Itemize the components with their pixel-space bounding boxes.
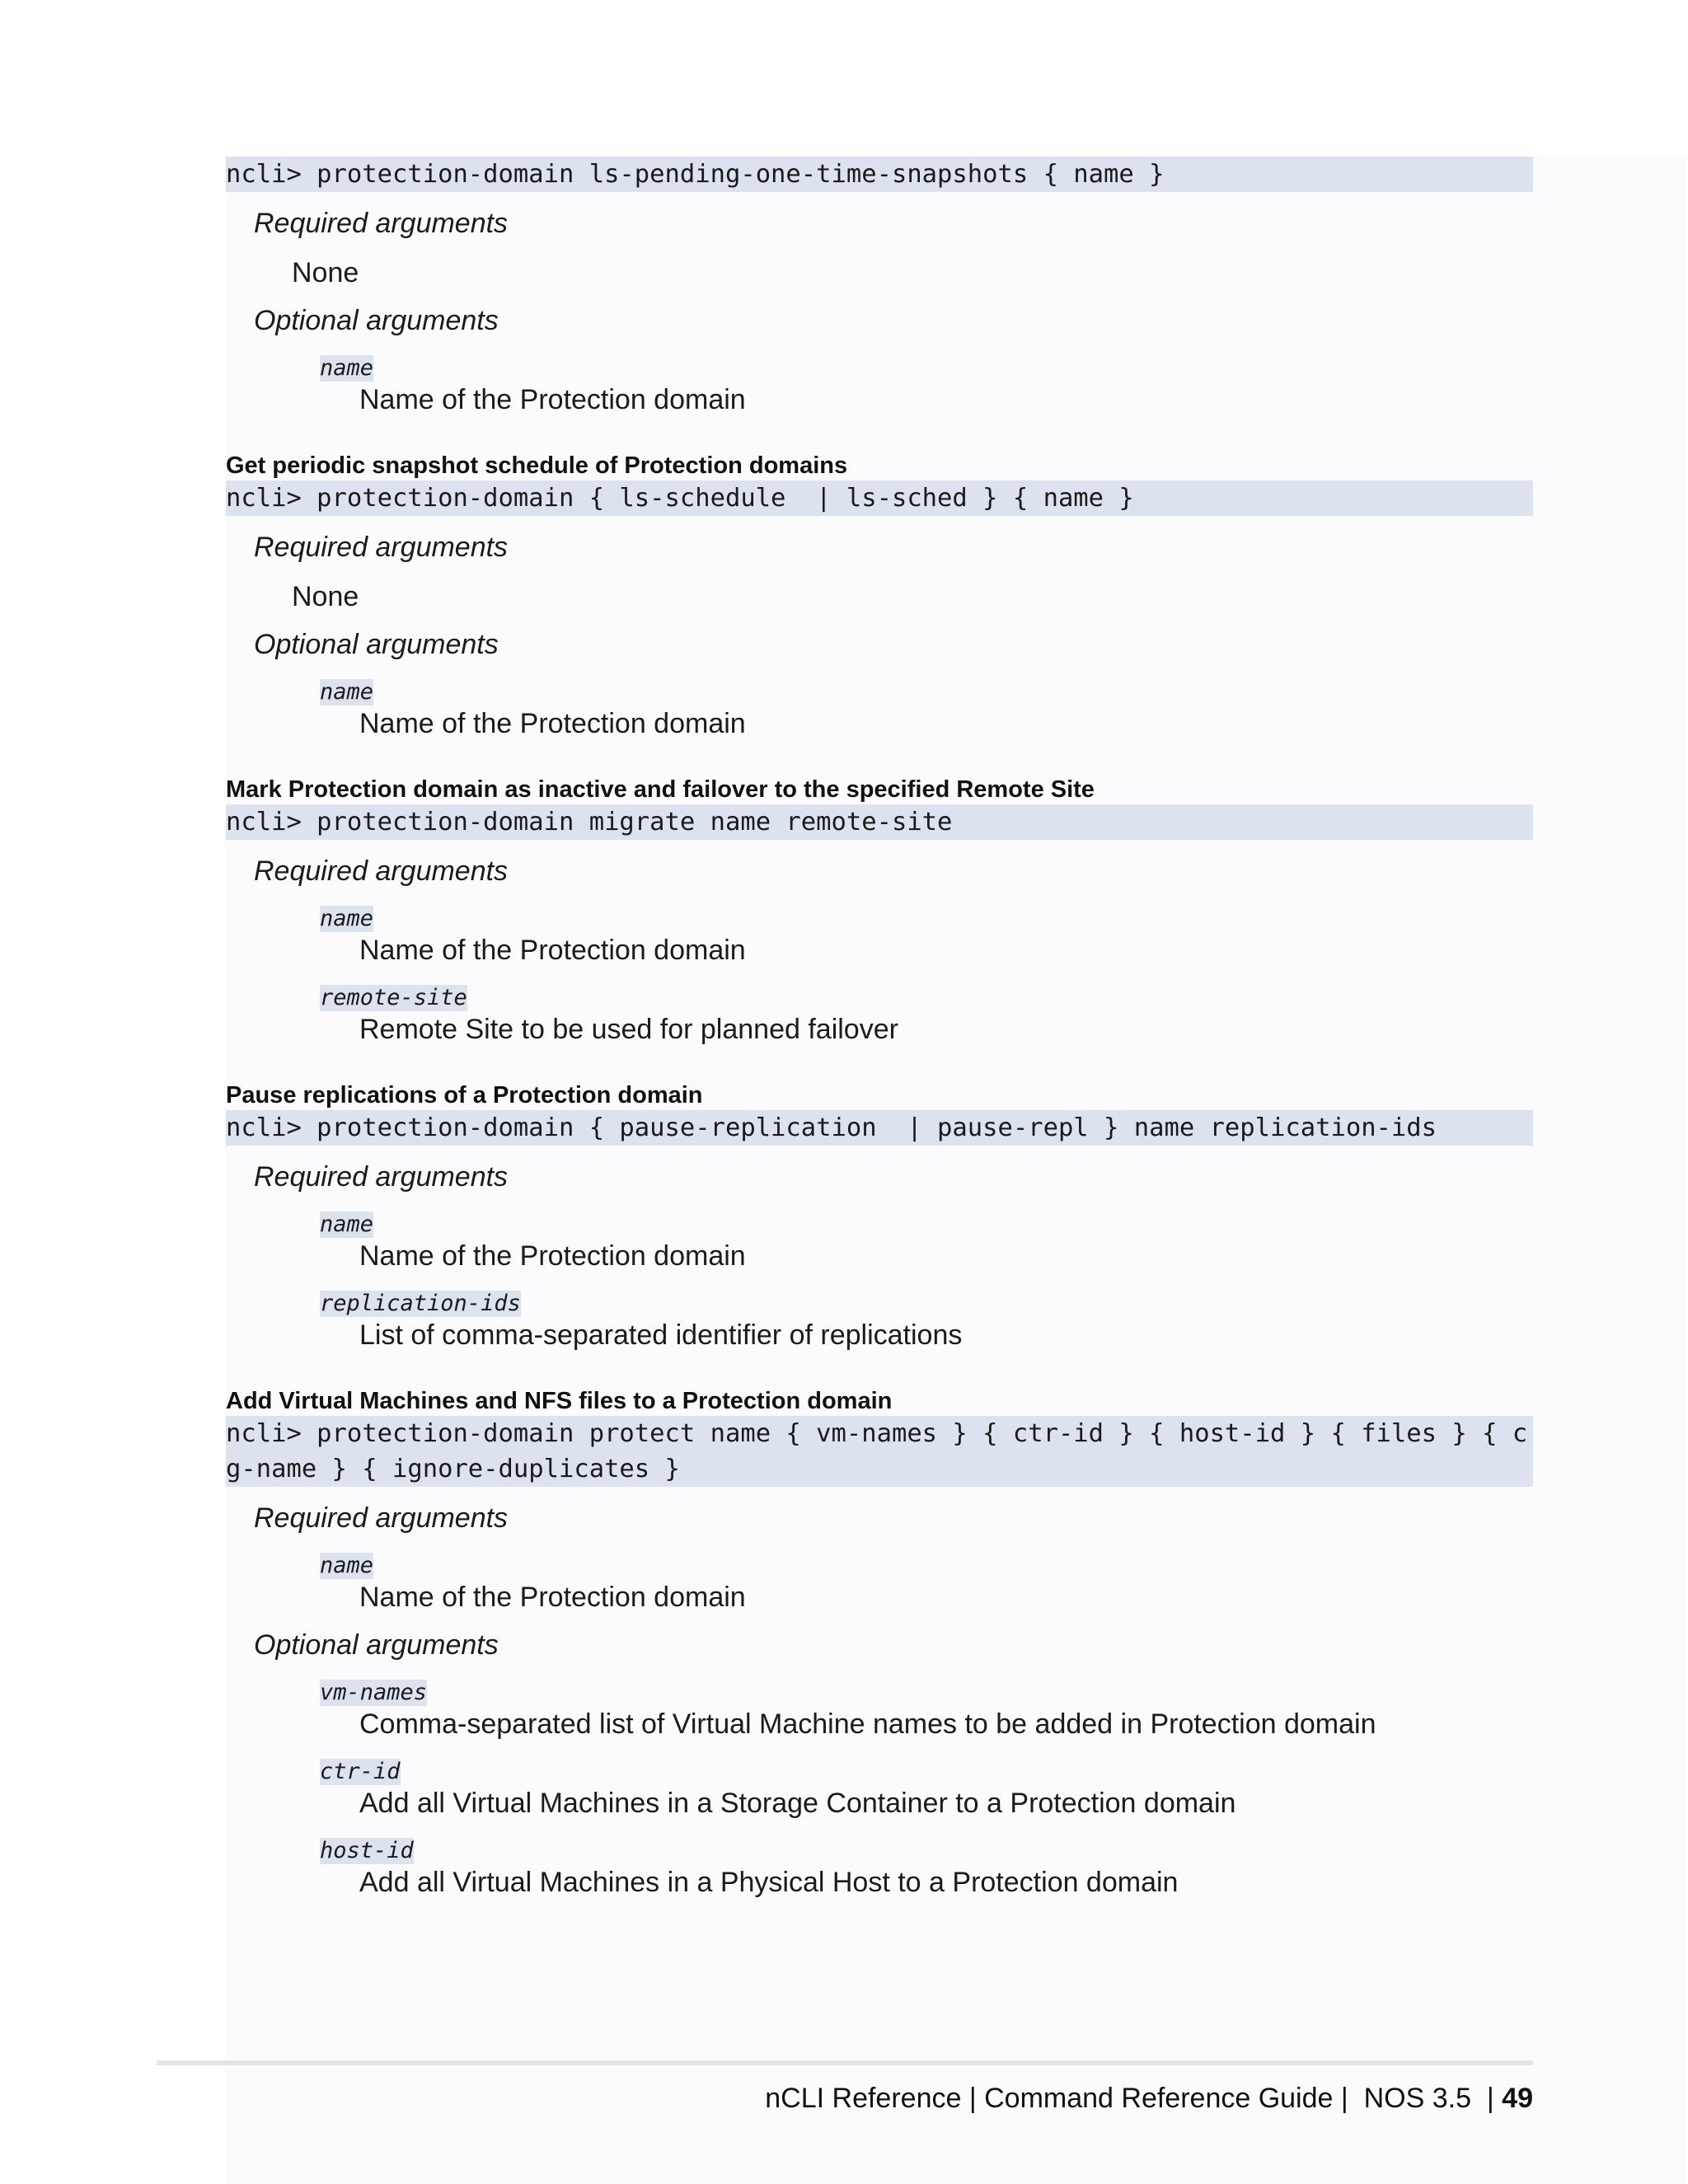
parameter	[320, 355, 1533, 416]
section-heading: Get periodic snapshot schedule of Protection domains	[226, 452, 848, 479]
section-ls-schedule	[226, 451, 1533, 740]
required-none: None	[292, 581, 359, 612]
parameter	[320, 1212, 1533, 1272]
parameter-name: name	[320, 355, 374, 381]
required-arguments-label: Required arguments	[254, 1502, 509, 1534]
command-syntax: ncli> protection-domain { pause-replication | pause-repl } name replication-ids	[226, 1110, 1533, 1146]
required-arguments-label: Required arguments	[254, 855, 509, 887]
command-syntax: ncli> protection-domain protect name { vm-names } { ctr-id } { host-id } { files } { cg-name } { ignore-duplicates }	[226, 1416, 1533, 1487]
command-syntax: ncli> protection-domain migrate name remote-site	[226, 804, 1533, 840]
section-heading: Pause replications of a Protection domain	[226, 1082, 703, 1108]
optional-arguments-label: Optional arguments	[254, 1629, 499, 1661]
parameter-name: host-id	[320, 1838, 414, 1863]
parameter	[320, 906, 1533, 967]
document-body	[226, 157, 1533, 1899]
optional-arguments-label: Optional arguments	[254, 305, 499, 336]
parameter	[320, 1291, 1533, 1352]
parameter-description: Remote Site to be used for planned failover	[359, 1014, 898, 1045]
parameter-description: Name of the Protection domain	[359, 1582, 746, 1613]
parameter-name: remote-site	[320, 985, 467, 1010]
parameter	[320, 1680, 1533, 1741]
parameter-name: ctr-id	[320, 1759, 401, 1784]
footer-text: nCLI Reference | Command Reference Guide | NOS 3.5 |	[765, 2083, 1503, 2114]
parameter	[320, 1838, 1533, 1899]
parameter-name: name	[320, 1553, 374, 1578]
parameter-description: List of comma-separated identifier of replications	[359, 1319, 963, 1351]
required-arguments-label: Required arguments	[254, 532, 509, 563]
command-syntax: ncli> protection-domain { ls-schedule | ls-sched } { name }	[226, 480, 1533, 516]
parameter-description: Name of the Protection domain	[359, 384, 746, 415]
parameter-description: Name of the Protection domain	[359, 708, 746, 739]
required-arguments-label: Required arguments	[254, 1161, 509, 1193]
command-syntax: ncli> protection-domain ls-pending-one-time-snapshots { name }	[226, 157, 1533, 192]
parameter-description: Add all Virtual Machines in a Storage Container to a Protection domain	[359, 1788, 1236, 1819]
footer-divider	[157, 2060, 1533, 2065]
section-heading: Mark Protection domain as inactive and failover to the specified Remote Site	[226, 776, 1095, 803]
parameter-name: replication-ids	[320, 1291, 521, 1316]
parameter-name: name	[320, 1212, 374, 1237]
parameter	[320, 985, 1533, 1046]
parameter-description: Add all Virtual Machines in a Physical Host to a Protection domain	[359, 1867, 1179, 1898]
parameter-description: Name of the Protection domain	[359, 1240, 746, 1272]
required-arguments-label: Required arguments	[254, 208, 509, 239]
parameter-description: Comma-separated list of Virtual Machine names to be added in Protection domain	[359, 1708, 1376, 1740]
parameter	[320, 1759, 1533, 1820]
parameter-description: Name of the Protection domain	[359, 935, 746, 966]
parameter-name: name	[320, 906, 374, 931]
page-number: 49	[1502, 2083, 1533, 2114]
section-ls-pending-snapshots	[226, 157, 1533, 416]
required-none: None	[292, 257, 359, 288]
parameter	[320, 1553, 1533, 1614]
optional-arguments-label: Optional arguments	[254, 629, 499, 660]
parameter-name: name	[320, 679, 374, 705]
page-footer	[765, 2080, 1533, 2116]
section-migrate	[226, 775, 1533, 1046]
parameter-name: vm-names	[320, 1680, 428, 1705]
parameter	[320, 679, 1533, 740]
section-heading: Add Virtual Machines and NFS files to a Protection domain	[226, 1388, 893, 1414]
section-pause-replication	[226, 1080, 1533, 1352]
section-protect	[226, 1386, 1533, 1899]
